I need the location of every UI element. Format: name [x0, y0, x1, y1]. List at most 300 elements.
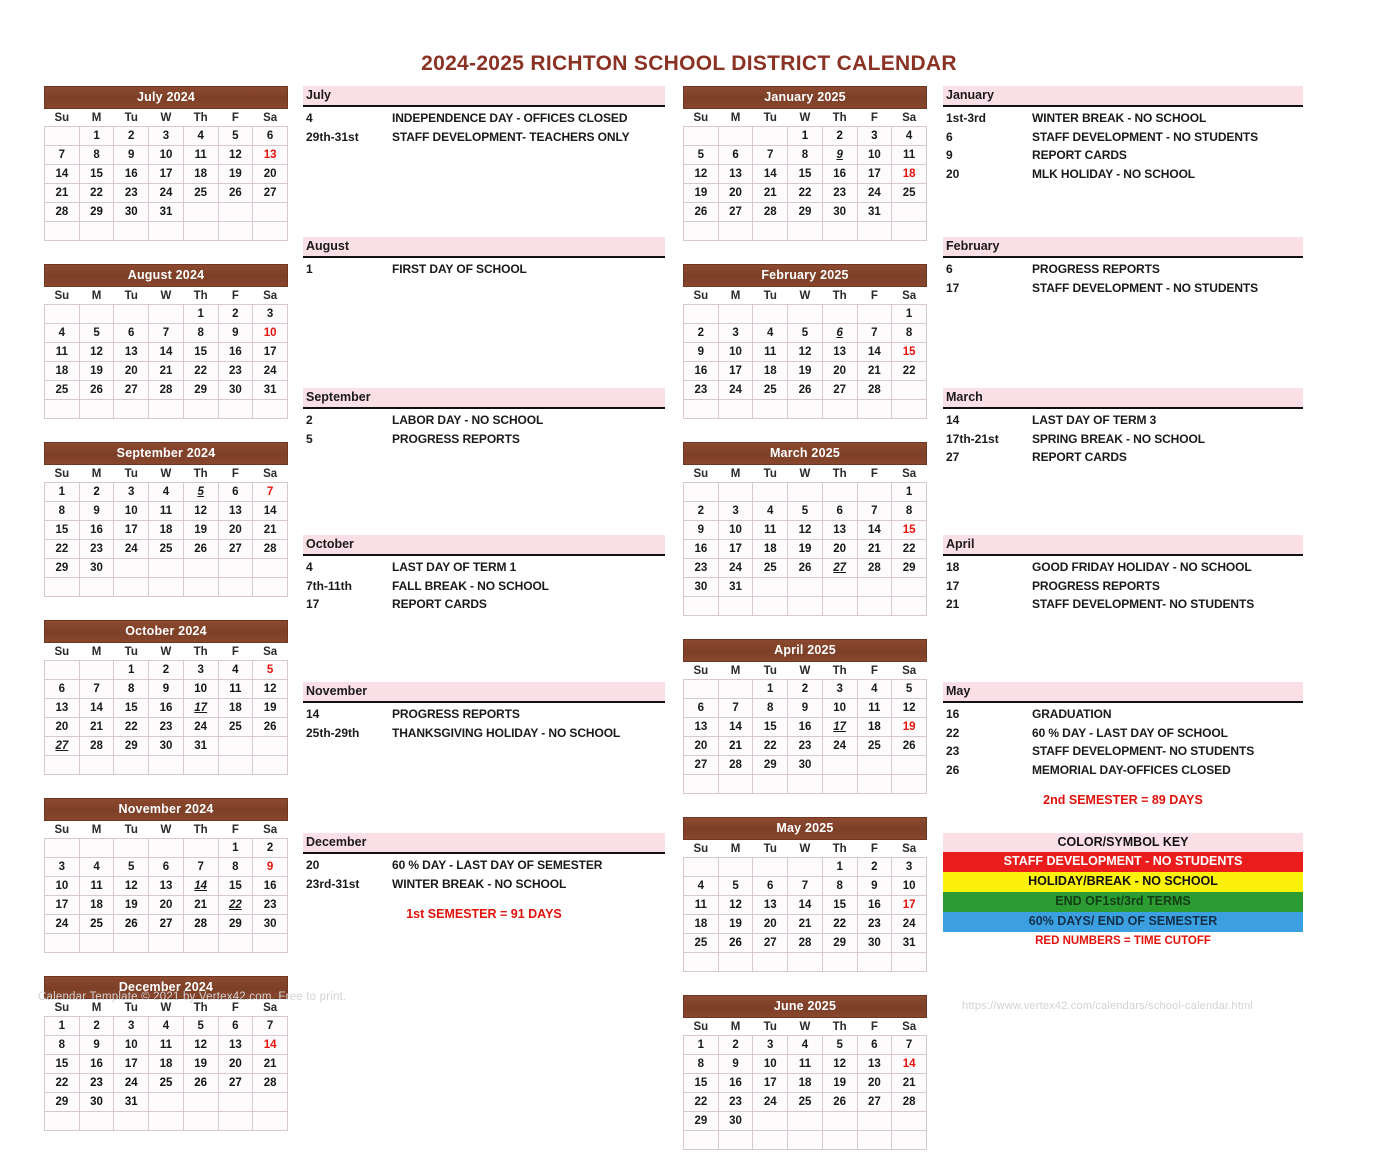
day-cell-empty	[183, 203, 218, 222]
event-description: PROGRESS REPORTS	[392, 431, 520, 446]
weekday-header: W	[149, 823, 184, 839]
day-cell: 12	[183, 502, 218, 521]
day-cell-empty	[857, 578, 892, 597]
day-cell: 24	[114, 540, 149, 559]
day-cell-empty	[753, 127, 788, 146]
day-cell: 11	[218, 680, 253, 699]
event-description: MLK HOLIDAY - NO SCHOOL	[1032, 166, 1196, 181]
event-description: INDEPENDENCE DAY - OFFICES CLOSED	[392, 111, 628, 125]
month-block	[44, 798, 288, 953]
day-cell: 4	[45, 324, 80, 343]
day-cell: 19	[183, 1055, 218, 1074]
day-cell: 22	[822, 915, 857, 934]
weekday-header: Th	[822, 289, 857, 305]
weekday-header: W	[788, 1020, 823, 1036]
event-row	[943, 724, 1303, 743]
weekday-header: W	[149, 111, 184, 127]
day-cell: 12	[253, 680, 288, 699]
day-cell-empty	[822, 222, 857, 241]
day-cell: 25	[45, 381, 80, 400]
event-row	[943, 430, 1303, 449]
weekday-header: Th	[183, 111, 218, 127]
event-group-month: May	[943, 682, 1303, 703]
weekday-header: F	[857, 842, 892, 858]
day-cell: 5	[218, 127, 253, 146]
day-cell: 28	[149, 381, 184, 400]
day-cell: 22	[753, 737, 788, 756]
weekday-header: Su	[45, 823, 80, 839]
day-cell: 13	[149, 877, 184, 896]
month-title: May 2025	[683, 817, 927, 840]
day-cell: 8	[684, 1055, 719, 1074]
event-date: 17	[946, 280, 960, 295]
day-cell: 2	[79, 1017, 114, 1036]
day-cell: 19	[892, 718, 927, 737]
day-cell: 5	[718, 877, 753, 896]
event-row	[943, 577, 1303, 596]
day-cell: 10	[183, 680, 218, 699]
weekday-header: F	[857, 1020, 892, 1036]
day-cell: 8	[218, 858, 253, 877]
weekday-header: Sa	[253, 111, 288, 127]
day-cell-empty	[183, 1093, 218, 1112]
day-cell	[45, 737, 80, 756]
day-cell-empty	[79, 1112, 114, 1131]
day-cell: 31	[718, 578, 753, 597]
day-cell: 24	[857, 184, 892, 203]
event-row	[943, 742, 1303, 761]
event-list	[943, 556, 1303, 614]
day-cell: 27	[718, 203, 753, 222]
day-cell: 30	[253, 915, 288, 934]
semester-days-note: 1st SEMESTER = 91 DAYS	[406, 907, 562, 921]
day-cell-empty	[149, 1093, 184, 1112]
month-block	[44, 86, 288, 241]
day-cell: 20	[684, 737, 719, 756]
event-group-month: March	[943, 388, 1303, 409]
month-grid	[683, 842, 927, 972]
day-cell: 9	[684, 343, 719, 362]
day-cell: 28	[253, 1074, 288, 1093]
day-cell-empty	[822, 597, 857, 616]
day-cell: 9	[684, 521, 719, 540]
day-cell: 30	[684, 578, 719, 597]
day-cell: 15	[218, 877, 253, 896]
day-cell: 30	[149, 737, 184, 756]
day-cell: 2	[857, 858, 892, 877]
weekday-header: Su	[684, 289, 719, 305]
day-cell: 5	[684, 146, 719, 165]
month-title: November 2024	[44, 798, 288, 821]
day-cell: 15	[45, 521, 80, 540]
day-cell-empty	[45, 661, 80, 680]
day-cell-empty	[718, 775, 753, 794]
event-date: 4	[306, 560, 313, 574]
day-cell: 20	[718, 184, 753, 203]
day-cell-empty	[183, 559, 218, 578]
day-cell-empty	[892, 578, 927, 597]
day-cell-empty	[753, 953, 788, 972]
weekday-header: W	[149, 645, 184, 661]
day-cell-empty	[857, 756, 892, 775]
month-block	[683, 264, 927, 419]
event-row	[303, 109, 665, 128]
day-cell: 11	[149, 502, 184, 521]
day-number-marked: 17	[833, 721, 847, 733]
event-date: 26	[946, 762, 960, 777]
day-cell: 13	[753, 896, 788, 915]
day-cell: 20	[253, 165, 288, 184]
day-cell-empty	[718, 858, 753, 877]
month-block	[683, 995, 927, 1150]
day-cell-empty	[79, 222, 114, 241]
day-cell-empty	[822, 756, 857, 775]
event-group-month: December	[303, 833, 665, 854]
day-cell: 23	[79, 1074, 114, 1093]
day-cell: 18	[183, 165, 218, 184]
day-cell-empty	[857, 775, 892, 794]
day-cell: 29	[218, 915, 253, 934]
day-cell	[822, 324, 857, 343]
month-block	[44, 264, 288, 419]
day-cell: 16	[684, 362, 719, 381]
day-cell: 31	[183, 737, 218, 756]
weekday-header: Tu	[114, 289, 149, 305]
day-cell-empty	[684, 483, 719, 502]
day-cell-empty	[183, 756, 218, 775]
day-cell: 23	[149, 718, 184, 737]
day-cell-empty	[718, 305, 753, 324]
day-cell: 4	[753, 324, 788, 343]
day-cell-empty	[253, 1093, 288, 1112]
day-cell: 1	[822, 858, 857, 877]
day-cell: 19	[788, 362, 823, 381]
day-cell: 30	[79, 1093, 114, 1112]
day-cell-empty	[45, 305, 80, 324]
event-date: 17	[946, 578, 960, 593]
page-title: 2024-2025 RICHTON SCHOOL DISTRICT CALENDAR	[421, 52, 957, 75]
day-cell: 15	[788, 165, 823, 184]
day-cell: 23	[718, 1093, 753, 1112]
day-cell: 18	[149, 521, 184, 540]
day-cell: 9	[253, 858, 288, 877]
day-cell: 29	[892, 559, 927, 578]
day-cell: 9	[718, 1055, 753, 1074]
day-cell: 27	[822, 381, 857, 400]
day-number-marked: 27	[55, 740, 69, 752]
day-cell: 31	[857, 203, 892, 222]
day-cell-empty	[822, 483, 857, 502]
event-description: 60 % DAY - LAST DAY OF SEMESTER	[392, 858, 603, 872]
day-cell: 21	[253, 521, 288, 540]
day-cell: 27	[218, 1074, 253, 1093]
weekday-header: Sa	[892, 1020, 927, 1036]
day-cell: 21	[253, 1055, 288, 1074]
day-number-marked: 5	[197, 486, 204, 498]
event-group	[303, 388, 665, 448]
day-cell-empty	[114, 400, 149, 419]
day-cell: 26	[788, 559, 823, 578]
day-cell: 16	[718, 1074, 753, 1093]
day-cell: 29	[45, 1093, 80, 1112]
event-row	[303, 595, 665, 614]
event-description: GOOD FRIDAY HOLIDAY - NO SCHOOL	[1032, 560, 1252, 574]
day-cell	[183, 877, 218, 896]
day-cell: 6	[684, 699, 719, 718]
day-cell-empty	[718, 222, 753, 241]
day-cell: 25	[788, 1093, 823, 1112]
day-cell: 31	[253, 381, 288, 400]
day-cell: 9	[857, 877, 892, 896]
weekday-header: M	[79, 823, 114, 839]
day-cell: 17	[857, 165, 892, 184]
day-cell: 3	[822, 680, 857, 699]
day-cell-empty	[149, 305, 184, 324]
day-cell: 28	[45, 203, 80, 222]
day-cell: 27	[218, 540, 253, 559]
day-cell: 15	[892, 343, 927, 362]
day-cell: 18	[218, 699, 253, 718]
event-date: 21	[946, 597, 960, 611]
day-cell: 17	[149, 165, 184, 184]
day-cell: 24	[183, 718, 218, 737]
day-cell-empty	[45, 127, 80, 146]
day-cell-empty	[79, 400, 114, 419]
day-cell-empty	[114, 934, 149, 953]
day-cell: 15	[45, 1055, 80, 1074]
day-cell: 17	[718, 362, 753, 381]
month-title: January 2025	[683, 86, 927, 109]
weekday-header: Tu	[114, 1001, 149, 1017]
day-cell: 26	[183, 540, 218, 559]
event-date: 6	[946, 129, 953, 144]
event-row	[303, 558, 665, 577]
day-cell-empty	[684, 858, 719, 877]
day-cell	[822, 146, 857, 165]
day-cell-empty	[45, 400, 80, 419]
day-cell: 13	[218, 1036, 253, 1055]
day-cell: 14	[857, 521, 892, 540]
day-cell-empty	[45, 756, 80, 775]
weekday-header: Tu	[753, 842, 788, 858]
month-grid	[44, 289, 288, 419]
weekday-header: Th	[183, 289, 218, 305]
day-cell: 16	[218, 343, 253, 362]
event-description: STAFF DEVELOPMENT - NO STUDENTS	[1032, 129, 1259, 144]
weekday-header: Su	[684, 664, 719, 680]
day-cell: 18	[788, 1074, 823, 1093]
event-date: 9	[946, 148, 953, 162]
weekday-header: M	[718, 1020, 753, 1036]
event-description: LABOR DAY - NO SCHOOL	[392, 413, 544, 427]
day-cell: 15	[114, 699, 149, 718]
day-cell: 6	[218, 483, 253, 502]
month-title: April 2025	[683, 639, 927, 662]
day-cell-empty	[788, 305, 823, 324]
weekday-header: Su	[45, 1001, 80, 1017]
day-cell-empty	[857, 953, 892, 972]
day-cell: 3	[183, 661, 218, 680]
day-cell: 24	[718, 559, 753, 578]
day-cell: 1	[183, 305, 218, 324]
day-cell	[183, 483, 218, 502]
event-row	[303, 128, 665, 147]
day-cell: 15	[183, 343, 218, 362]
day-cell: 27	[684, 756, 719, 775]
day-cell: 7	[718, 699, 753, 718]
day-cell: 21	[45, 184, 80, 203]
day-cell: 20	[822, 362, 857, 381]
day-cell: 10	[114, 1036, 149, 1055]
day-cell: 10	[718, 343, 753, 362]
day-cell: 21	[718, 737, 753, 756]
day-cell-empty	[788, 775, 823, 794]
month-title: July 2024	[44, 86, 288, 109]
day-cell-empty	[753, 483, 788, 502]
semester-days-note: 2nd SEMESTER = 89 DAYS	[1043, 793, 1203, 807]
day-cell: 12	[114, 877, 149, 896]
event-group-month: February	[943, 237, 1303, 258]
day-cell-empty	[253, 203, 288, 222]
day-cell: 19	[183, 521, 218, 540]
event-description: REPORT CARDS	[1032, 148, 1127, 162]
month-grid	[44, 645, 288, 775]
month-block	[44, 442, 288, 597]
event-description: LAST DAY OF TERM 1	[392, 560, 517, 574]
day-cell: 13	[218, 502, 253, 521]
weekday-header: Sa	[892, 111, 927, 127]
event-list	[303, 107, 665, 146]
day-cell: 23	[253, 896, 288, 915]
event-group-month: April	[943, 535, 1303, 556]
day-cell: 14	[149, 343, 184, 362]
day-cell	[822, 718, 857, 737]
day-cell: 20	[218, 1055, 253, 1074]
weekday-header: W	[149, 289, 184, 305]
month-block	[44, 620, 288, 775]
event-date: 4	[306, 111, 313, 125]
day-cell: 11	[45, 343, 80, 362]
weekday-header: W	[149, 1001, 184, 1017]
weekday-header: M	[718, 289, 753, 305]
day-cell: 21	[857, 540, 892, 559]
event-row	[943, 558, 1303, 577]
weekday-header: Tu	[753, 664, 788, 680]
calendar-column-right	[683, 86, 927, 1173]
day-number-marked: 17	[194, 702, 208, 714]
weekday-header: W	[149, 467, 184, 483]
event-date: 17th-21st	[946, 431, 999, 446]
day-cell: 31	[892, 934, 927, 953]
event-group	[303, 535, 665, 614]
day-cell-empty	[253, 578, 288, 597]
event-row	[943, 165, 1303, 184]
weekday-header: Sa	[253, 645, 288, 661]
day-cell: 11	[149, 1036, 184, 1055]
weekday-header: M	[718, 842, 753, 858]
day-cell: 31	[114, 1093, 149, 1112]
day-cell: 25	[149, 1074, 184, 1093]
event-list	[943, 409, 1303, 467]
day-cell-empty	[149, 559, 184, 578]
day-cell: 24	[253, 362, 288, 381]
day-cell: 30	[822, 203, 857, 222]
day-cell: 7	[857, 502, 892, 521]
day-cell-empty	[857, 400, 892, 419]
weekday-header: Su	[45, 289, 80, 305]
day-cell-empty	[788, 483, 823, 502]
day-cell: 6	[822, 502, 857, 521]
event-description: REPORT CARDS	[392, 597, 487, 611]
event-row	[943, 448, 1303, 467]
day-cell-empty	[753, 222, 788, 241]
day-cell: 1	[45, 483, 80, 502]
day-cell-empty	[857, 597, 892, 616]
day-cell-empty	[857, 1131, 892, 1150]
event-date: 6	[946, 262, 953, 276]
day-cell: 13	[114, 343, 149, 362]
day-cell: 25	[218, 718, 253, 737]
month-grid	[683, 467, 927, 616]
day-cell: 28	[253, 540, 288, 559]
day-number-marked: 6	[836, 327, 843, 339]
day-cell: 13	[857, 1055, 892, 1074]
day-cell-empty	[218, 756, 253, 775]
event-row	[943, 260, 1303, 279]
day-cell: 1	[684, 1036, 719, 1055]
day-cell: 6	[753, 877, 788, 896]
day-cell: 18	[149, 1055, 184, 1074]
weekday-header: Sa	[253, 289, 288, 305]
day-cell: 5	[788, 502, 823, 521]
day-cell: 8	[45, 502, 80, 521]
day-cell: 2	[684, 502, 719, 521]
day-cell-empty	[79, 934, 114, 953]
event-group-month: September	[303, 388, 665, 409]
day-cell: 10	[45, 877, 80, 896]
event-group	[303, 833, 665, 921]
day-cell-empty	[753, 858, 788, 877]
event-description: THANKSGIVING HOLIDAY - NO SCHOOL	[392, 725, 621, 740]
weekday-header: M	[79, 289, 114, 305]
day-cell: 1	[788, 127, 823, 146]
day-cell-empty	[253, 222, 288, 241]
day-cell-empty	[684, 127, 719, 146]
weekday-header: Th	[183, 823, 218, 839]
day-cell-empty	[114, 222, 149, 241]
event-row	[943, 146, 1303, 165]
day-cell: 25	[857, 737, 892, 756]
day-cell: 29	[788, 203, 823, 222]
day-cell: 27	[149, 915, 184, 934]
day-cell: 10	[149, 146, 184, 165]
day-cell: 23	[857, 915, 892, 934]
event-group	[303, 86, 665, 146]
month-title: June 2025	[683, 995, 927, 1018]
day-cell: 18	[753, 362, 788, 381]
day-cell: 23	[684, 559, 719, 578]
day-cell-empty	[218, 1112, 253, 1131]
day-cell-empty	[684, 953, 719, 972]
weekday-header: Su	[684, 467, 719, 483]
month-grid	[683, 289, 927, 419]
day-cell: 8	[45, 1036, 80, 1055]
day-cell: 2	[822, 127, 857, 146]
weekday-header: Th	[822, 664, 857, 680]
day-cell	[218, 896, 253, 915]
day-cell: 5	[114, 858, 149, 877]
day-cell-empty	[45, 222, 80, 241]
